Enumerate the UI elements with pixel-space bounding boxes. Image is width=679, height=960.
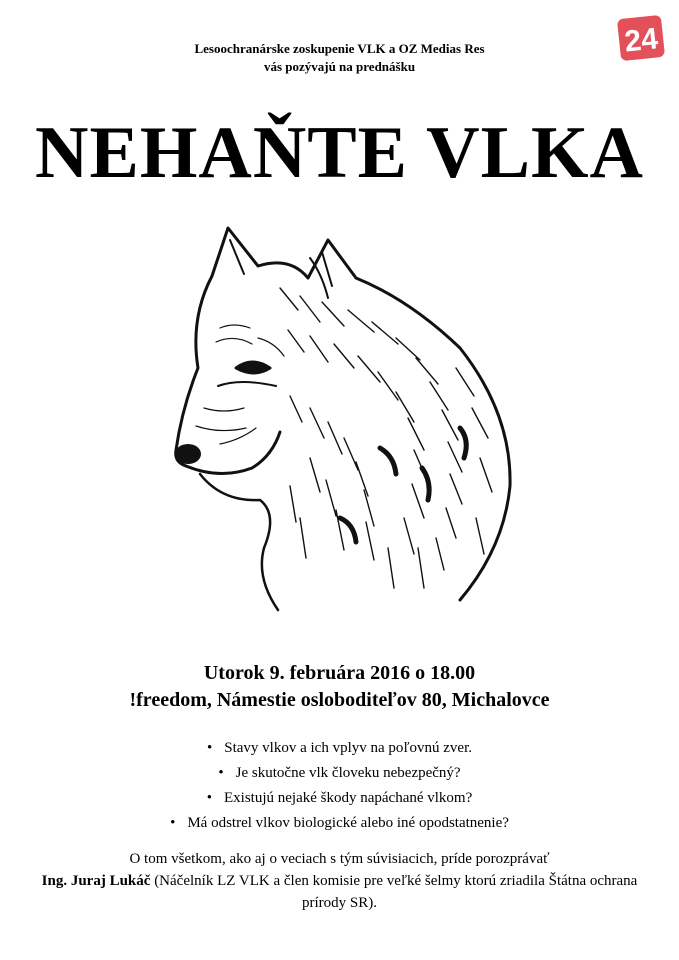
topic-item: • Má odstrel vlkov biologické alebo iné opodstatnenie?	[0, 811, 679, 836]
topics-list	[0, 736, 679, 836]
intro-organizers: Lesoochranárske zoskupenie VLK a OZ Medias Res	[194, 41, 485, 56]
wolf-head-illustration	[160, 218, 530, 618]
topic-item: • Stavy vlkov a ich vplyv na poľovnú zver.	[0, 736, 679, 761]
poster-title: NEHAŇTE VLKA	[35, 112, 644, 194]
logo-text: 24	[622, 22, 660, 59]
speaker-description: (Náčelník LZ VLK a člen komisie pre veľké šelmy ktorú zriadila Štátna ochrana prírody SR).	[154, 873, 638, 911]
closing-paragraph	[30, 848, 649, 914]
speaker-name: Ing. Juraj Lukáč	[41, 873, 151, 889]
event-date: Utorok 9. februára 2016 o 18.00	[203, 662, 476, 684]
topic-item: • Je skutočne vlk človeku nebezpečný?	[0, 761, 679, 786]
closing-intro: O tom všetkom, ako aj o veciach s tým súvisiacich, príde porozprávať	[129, 851, 550, 867]
topic-item: • Existujú nejaké škody napáchané vlkom?	[0, 786, 679, 811]
intro-invitation: vás pozývajú na prednášku	[263, 59, 416, 74]
event-venue: !freedom, Námestie osloboditeľov 80, Michalovce	[129, 689, 550, 711]
